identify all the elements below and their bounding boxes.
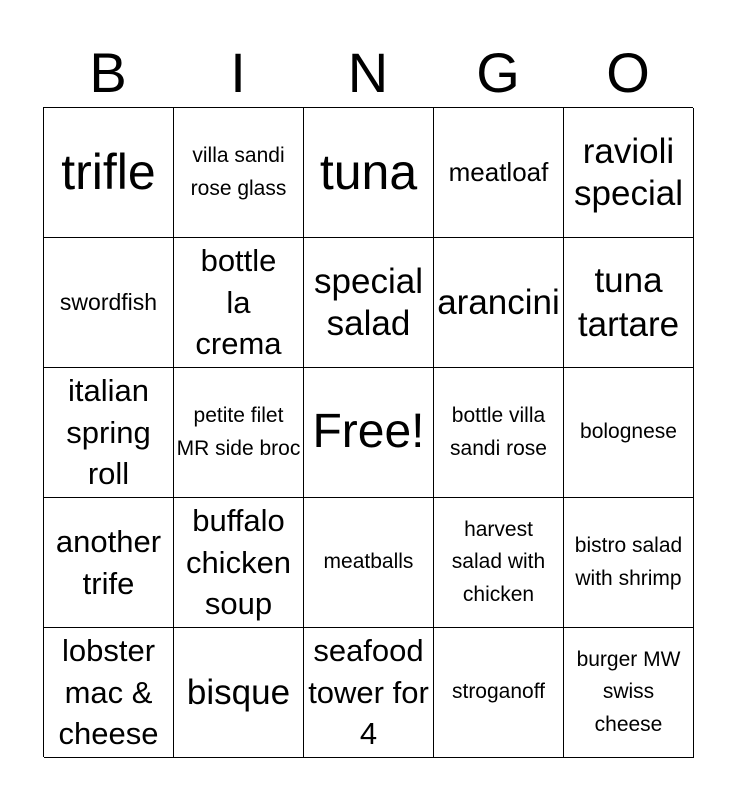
bingo-cell[interactable] <box>44 108 174 238</box>
cell-text: villa sandi rose glass <box>190 143 287 200</box>
bingo-cell[interactable] <box>564 498 694 628</box>
bingo-cell[interactable] <box>564 108 694 238</box>
bingo-cell[interactable] <box>304 368 434 498</box>
cell-text: special salad <box>314 261 423 343</box>
bingo-cell[interactable] <box>44 498 174 628</box>
cell-text: another trife <box>55 523 162 601</box>
bingo-cell[interactable] <box>44 368 174 498</box>
cell-text: petite filet MR side broc <box>176 403 301 460</box>
cell-text: bottle la crema <box>195 242 282 362</box>
cell-text: bisque <box>186 672 291 712</box>
cell-text: swordfish <box>59 288 158 315</box>
bingo-cell[interactable] <box>304 238 434 368</box>
bingo-board <box>43 107 693 757</box>
cell-text: tuna tartare <box>577 260 680 344</box>
bingo-cell[interactable] <box>434 108 564 238</box>
header-letter-n: N <box>347 41 389 104</box>
bingo-cell[interactable] <box>434 498 564 628</box>
bingo-cell[interactable] <box>564 368 694 498</box>
header-letter-o: O <box>606 41 650 104</box>
cell-text: bolognese <box>580 420 677 444</box>
header-letter-i: I <box>230 41 246 104</box>
bingo-cell[interactable] <box>304 628 434 758</box>
cell-text: lobster mac & cheese <box>58 632 159 752</box>
free-space: Free! <box>312 405 425 459</box>
header-letter-g: G <box>476 41 520 104</box>
bingo-cell[interactable] <box>434 628 564 758</box>
cell-text: harvest salad with chicken <box>451 517 546 606</box>
bingo-header <box>43 40 693 106</box>
header-letter-b: B <box>89 41 127 104</box>
bingo-cell[interactable] <box>174 238 304 368</box>
bingo-cell[interactable] <box>304 498 434 628</box>
cell-text: buffalo chicken soup <box>185 502 292 622</box>
bingo-cell[interactable] <box>44 238 174 368</box>
bingo-cell[interactable] <box>434 368 564 498</box>
cell-text: bottle villa sandi rose <box>450 403 547 460</box>
cell-text: burger MW swiss cheese <box>576 647 681 736</box>
cell-text: trifle <box>61 144 156 200</box>
bingo-cell[interactable] <box>174 368 304 498</box>
cell-text: bistro salad with shrimp <box>574 533 683 590</box>
bingo-cell[interactable] <box>564 238 694 368</box>
bingo-cell[interactable] <box>174 498 304 628</box>
bingo-cell[interactable] <box>174 108 304 238</box>
cell-text: meatballs <box>323 550 414 574</box>
bingo-cell[interactable] <box>44 628 174 758</box>
bingo-cell[interactable] <box>174 628 304 758</box>
cell-text: tuna <box>319 144 418 200</box>
cell-text: italian spring roll <box>66 372 151 492</box>
cell-text: stroganoff <box>451 680 545 704</box>
cell-text: seafood tower for 4 <box>308 632 429 752</box>
cell-text: meatloaf <box>448 157 549 188</box>
bingo-cell[interactable] <box>564 628 694 758</box>
bingo-cell[interactable] <box>434 238 564 368</box>
cell-text: arancini <box>437 282 560 322</box>
cell-text: ravioli special <box>574 131 683 213</box>
bingo-cell[interactable] <box>304 108 434 238</box>
